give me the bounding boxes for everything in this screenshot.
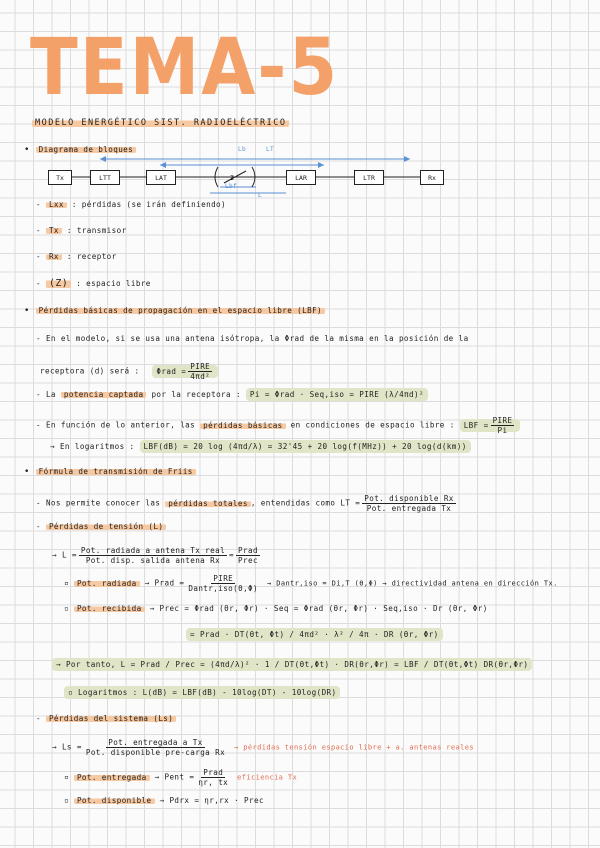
def-row: - Rx : receptor (36, 252, 117, 261)
lt-label: LT (266, 146, 275, 153)
l-den-2: Prec (238, 556, 258, 565)
s3-sub-1: - Pérdidas de tensión (L) (36, 522, 166, 531)
pi-formula: Pi = Φrad · Seq,iso = PIRE (λ/4πd)² (246, 388, 428, 401)
s2-paragraph-4 (50, 442, 471, 451)
def-term: (Z) (46, 278, 71, 289)
s2-p2-pre: La (45, 390, 56, 399)
s3-log (64, 688, 340, 697)
section-2-title: Pérdidas básicas de propagación en el espacio libre (LBF) (36, 306, 325, 315)
pent-fraction (196, 768, 230, 787)
lbf-lhs: LBF = (463, 420, 489, 430)
lbf-fraction (491, 416, 515, 435)
l-eq: = (229, 550, 235, 560)
ls-num: Pot. entregada a Tx (108, 738, 203, 747)
prad-fraction (186, 574, 260, 593)
def-text: : pérdidas (se irán definiendo) (71, 200, 226, 209)
def-term: Lxx (46, 200, 67, 209)
s2-p4-pre: → En logaritmos : (50, 442, 135, 451)
phi-rad-num: PIRE (190, 362, 211, 371)
s2-paragraph-1a: - En el modelo, si se usa una antena isótropa, la Φrad de la misma en la posición de la (36, 334, 469, 343)
s2-p2-post: por la receptora : (151, 390, 241, 399)
s2-p1a-text: En el modelo, si se usa una antena isótropa, la Φrad de la misma en la posición de la (45, 334, 469, 343)
s3-i1-post: → Prad = (144, 578, 185, 588)
def-row: - Tx : transmisor (36, 226, 127, 235)
block-ltt: LTT (90, 170, 120, 185)
l-lhs: → L = (52, 550, 77, 560)
lb-arrow-right-head (318, 162, 324, 168)
s2-paragraph-3: - En función de lo anterior, las pérdidas básicas en condiciones de espacio libre : LBF = $\frac{\text{PIRE}}{Pi}$ (36, 416, 520, 435)
block-ltr: LTR (354, 170, 384, 185)
lbf-den: Pi (497, 426, 508, 435)
lt-num: Pot. disponible Rx (364, 494, 454, 503)
def-text: : receptor (66, 252, 117, 261)
phi-rad-lhs: Φrad = (156, 366, 187, 376)
s4-heading: - Pérdidas del sistema (Ls) (36, 714, 176, 723)
l-num-2: Prad (238, 546, 258, 555)
s3-i2-term: Pot. recibida (74, 604, 145, 613)
block-tx: Tx (48, 170, 72, 185)
l-formula (52, 546, 262, 565)
def-row: - Lxx : pérdidas (se irán definiendo) (36, 200, 226, 209)
phi-rad-fraction (188, 362, 212, 381)
s3-i1-note: → Dantr,iso = Di,T (θ,Φ) → directividad antena en dirección Tx. (266, 579, 558, 588)
block-rx: Rx (420, 170, 444, 185)
def-text: : espacio libre (76, 279, 151, 288)
pent-num: Prad (203, 768, 224, 777)
s3-sub1-text: Pérdidas de tensión (L) (46, 522, 166, 531)
lbf-db-formula: LBF(dB) = 20 log (4πd/λ) = 32'45 + 20 log(f(MHz)) + 20 log(d(km)) (140, 440, 471, 453)
section-3-title: Fórmula de transmisión de Friis (36, 467, 196, 476)
ls-formula (52, 738, 474, 757)
lbf-formula (460, 416, 521, 435)
phi-rad-den: 4πd² (190, 372, 211, 381)
s2-p1b-text: receptora (d) será : (40, 366, 140, 376)
s3-p1-post: , entendidas como (250, 498, 336, 508)
def-text: : transmisor (66, 226, 127, 235)
friis-log-formula: ▫ Logaritmos : L(dB) = LBF(dB) - 10log(DT) - 10log(DR) (64, 686, 340, 699)
l-fraction-2 (236, 546, 260, 565)
s4-i1-term: Pot. entregada (74, 773, 150, 782)
def-row: - (Z) : espacio libre (36, 278, 151, 289)
s3-paragraph-1: - Nos permite conocer las pérdidas totales , entendidas como LT = $\frac{\text{Pot. disponible Rx}}{\text{Pot. entregada Tx}}$ (36, 494, 454, 513)
s3-p1-term: pérdidas totales (165, 499, 251, 508)
pent-den: ηr, tx (198, 778, 229, 787)
ls-fraction (84, 738, 227, 757)
prad-den: Dantr,iso(θ,Φ) (188, 584, 258, 593)
s3-i1-term: Pot. radiada (74, 579, 140, 588)
l-fraction (79, 546, 227, 565)
block-lar: LAR (286, 170, 316, 185)
diagram-label: Diagrama de bloques (36, 145, 136, 154)
s4-item-2: ▫ Pot. disponible → Pdrx = ηr,rx · Prec (64, 796, 264, 805)
s3-p1-pre: Nos permite conocer las (45, 498, 161, 508)
phi-rad-formula (152, 362, 218, 381)
s2-p3-post: en condiciones de espacio libre : (290, 420, 455, 430)
ls-den: Pot. disponible pre-carga Rx (85, 748, 226, 757)
s3-item-1: ▫ Pot. radiada → Prad = $\frac{\text{PIRE}}{\text{Dantr,iso(θ,Φ)}}$ → Dantr,iso = Di,T (θ,Φ) → directividad antena en dirección Tx. (64, 574, 558, 593)
lb-arrow-left-head (160, 162, 166, 168)
s2-paragraph-2: - La potencia captada por la receptora : Pi = Φrad · Seq,iso = PIRE (λ/4πd)² (36, 390, 428, 399)
def-term: Tx (46, 226, 62, 235)
section-heading (32, 118, 289, 128)
bullet: • (24, 467, 36, 477)
bullet: • (24, 145, 36, 155)
lbf-num: PIRE (492, 416, 513, 425)
s2-p3-term: pérdidas básicas (200, 421, 286, 430)
s2-p3-pre: En función de lo anterior, las (45, 420, 196, 430)
s2-paragraph-1b (40, 362, 218, 381)
s4-title: Pérdidas del sistema (Ls) (46, 714, 176, 723)
def-term: Rx (46, 252, 62, 261)
s3-item-2: ▫ Pot. recibida → Prec = Φrad (θr, Φr) · Seq = Φrad (θr, Φr) · Seq,iso · Dr (θr, Φr) (64, 604, 488, 613)
lt-lhs: LT = (340, 498, 361, 508)
page-title: TEMA-5 (30, 21, 340, 114)
lt-arrow-right-head (404, 156, 410, 162)
s4-i1-note: eficiencia Tx (237, 773, 298, 782)
ls-note: → pérdidas tensión espacio libre + a. antenas reales (234, 743, 474, 752)
l-den: Pot. disp. salida antena Rx (85, 556, 221, 565)
prad-num: PIRE (213, 574, 234, 583)
section-2-heading (24, 306, 325, 316)
heading-text: MODELO ENERGÉTICO SIST. RADIOELÉCTRICO (32, 118, 289, 128)
s3-item-2-line-2 (186, 630, 443, 639)
friis-formula: → Por tanto, L = Prad / Prec = (4πd/λ)² · 1 / DT(θt,Φt) · DR(θr,Φr) = LBF / DT(θt,Φt) DR(θr,Φr) (52, 658, 532, 671)
lb-label: Lb (238, 146, 247, 153)
ls-lhs: → Ls = (52, 742, 82, 752)
lt-den: Pot. entregada Tx (366, 504, 452, 513)
free-space-z: Z (230, 175, 234, 182)
l-num: Pot. radiada a antena Tx real (80, 546, 226, 555)
prec-expansion: = Prad · DT(θt, Φt) / 4πd² · λ² / 4π · DR (θr, Φr) (186, 628, 443, 641)
s2-p2-term: potencia captada (61, 390, 147, 399)
bullet: • (24, 306, 36, 316)
s4-i2-post: → Pdrx = ηr,rx · Prec (159, 796, 264, 805)
l-label: L (258, 192, 263, 199)
block-lat: LAT (146, 170, 176, 185)
s4-i1-post: → Pent = (154, 772, 195, 782)
lt-fraction (362, 494, 456, 513)
s4-i2-term: Pot. disponible (74, 796, 155, 805)
s3-result (52, 660, 532, 669)
s3-i2-post: → Prec = Φrad (θr, Φr) · Seq = Φrad (θr, Φr) · Seq,iso · Dr (θr, Φr) (149, 604, 488, 613)
s4-item-1: ▫ Pot. entregada → Pent = $\frac{\text{Prad}}{\eta r, tx}$ eficiencia Tx (64, 768, 298, 787)
section-3-heading (24, 467, 196, 477)
lbf-label: Lbf (225, 183, 238, 190)
lt-arrow-left-head (100, 156, 106, 162)
